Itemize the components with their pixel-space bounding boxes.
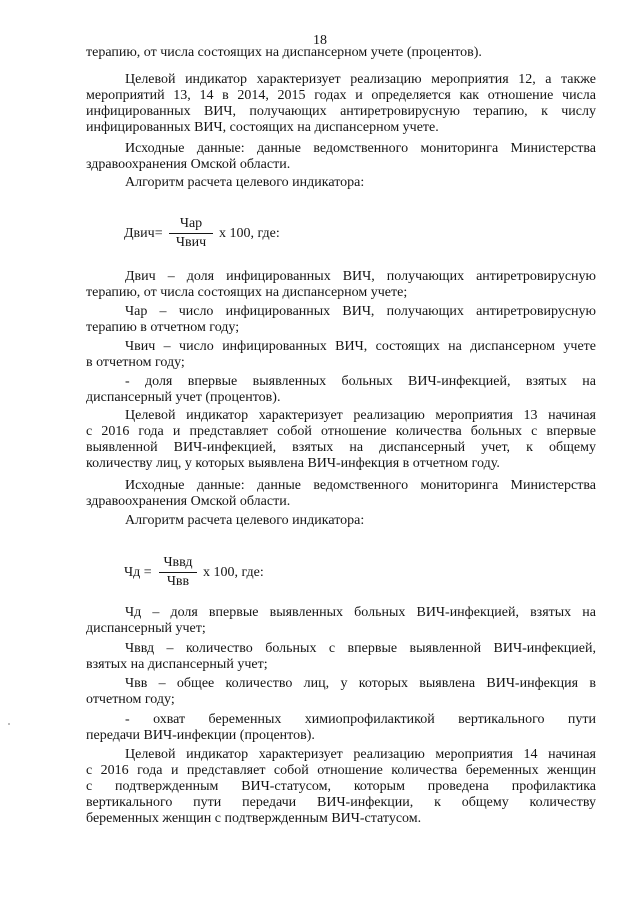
text-line: Исходные данные: данные ведомственного мониторинга Министерства [125,141,596,156]
paragraph-11 [86,605,596,637]
text-line: Чвв – общее количество лиц, у которых выявлена ВИЧ-инфекция в [125,676,596,691]
paragraph-15 [86,747,596,827]
text-line: выявленной ВИЧ-инфекцией, взятых на диспансерный учет, к общему [86,440,596,455]
formula-numerator: Чар [179,216,203,231]
formula-fraction [169,216,213,251]
text-line: в отчетном году; [86,355,185,370]
text-line: здравоохранения Омской области. [86,157,291,172]
text-line: с 2016 года и представляет собой отношение количества больных с впервые [86,424,596,439]
text-line: диспансерный учет (процентов). [86,390,281,405]
text-line: Двич – доля инфицированных ВИЧ, получающих антиретровирусную [125,269,596,284]
text-line: Целевой индикатор характеризует реализацию мероприятия 13 начиная [125,408,596,423]
paragraph-1 [86,72,596,136]
text-line: инфицированных ВИЧ, состоящих на диспансерном учете. [86,120,439,135]
text-line: количеству лиц, у которых выявлена ВИЧ-инфекция в отчетном году. [86,456,500,471]
paragraph-0 [86,45,596,61]
text-line: Целевой индикатор характеризует реализацию мероприятия 14 начиная [125,747,596,762]
formula-fraction [159,555,197,590]
formula-1 [124,216,324,256]
paragraph-7 [86,374,596,406]
text-line: инфицированных ВИЧ, получающих антиретровирусную терапию, к числу [86,104,596,119]
text-line: Алгоритм расчета целевого индикатора: [125,175,365,190]
formula-lhs: Чд = [124,565,152,580]
text-line: - доля впервые выявленных больных ВИЧ-инфекцией, взятых на [125,374,596,389]
paragraph-3 [86,175,596,191]
text-line: беременных женщин с подтвержденным ВИЧ-статусом. [86,811,422,826]
text-line: Чар – число инфицированных ВИЧ, получающих антиретровирусную [125,304,596,319]
formula-rhs: х 100, где: [203,565,264,580]
formula-2 [124,555,324,595]
text-line: Алгоритм расчета целевого индикатора: [125,513,365,528]
text-line: передачи ВИЧ-инфекции (процентов). [86,728,315,743]
paragraph-14 [86,712,596,744]
text-line: Исходные данные: данные ведомственного мониторинга Министерства [125,478,596,493]
text-line: отчетном году; [86,692,175,707]
formula-rhs: х 100, где: [219,226,280,241]
text-line: вертикального пути передачи ВИЧ-инфекции, к общему количеству [86,795,596,810]
text-line: мероприятий 13, 14 в 2014, 2015 годах и определяется как отношение числа [86,88,596,103]
text-line: терапию, от числа состоящих на диспансерном учете (процентов). [86,45,482,60]
paragraph-9 [86,478,596,510]
paragraph-2 [86,141,596,173]
paragraph-13 [86,676,596,708]
text-line: с подтвержденным ВИЧ-статусом, которым проведена профилактика [86,779,596,794]
paragraph-10 [86,513,596,529]
text-line: диспансерный учет; [86,621,206,636]
formula-denominator: Чвич [175,235,207,250]
text-line: Чвич – число инфицированных ВИЧ, состоящих на диспансерном учете [125,339,596,354]
text-line: взятых на диспансерный учет; [86,657,268,672]
text-line: терапию в отчетном году; [86,320,240,335]
paragraph-8 [86,408,596,472]
formula-lhs: Двич= [124,226,163,241]
text-line: терапию, от числа состоящих на диспансерном учете; [86,285,408,300]
text-line: с 2016 года и представляет собой отношение количества беременных женщин [86,763,596,778]
text-line: Чд – доля впервые выявленных больных ВИЧ-инфекцией, взятых на [125,605,596,620]
formula-numerator: Чввд [163,555,193,570]
paragraph-5 [86,304,596,336]
text-line: - охват беременных химиопрофилактикой вертикального пути [125,712,596,727]
text-line: Целевой индикатор характеризует реализацию мероприятия 12, а также [125,72,596,87]
scan-speck [8,723,10,725]
text-line: Чввд – количество больных с впервые выявленной ВИЧ-инфекцией, [125,641,596,656]
formula-denominator: Чвв [166,574,190,589]
paragraph-4 [86,269,596,301]
text-line: здравоохранения Омской области. [86,494,291,509]
paragraph-12 [86,641,596,673]
paragraph-6 [86,339,596,371]
page-number: 18 [313,33,327,48]
